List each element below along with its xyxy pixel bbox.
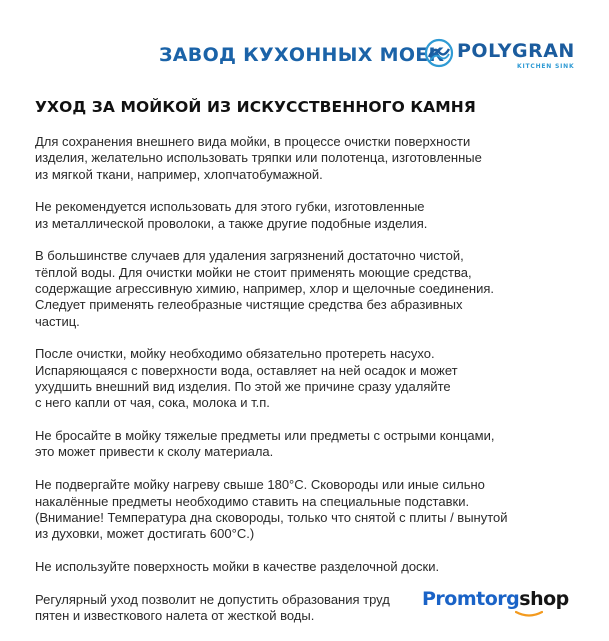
logo-wordmark: POLYGRAN	[457, 40, 575, 62]
watermark-part2: shop	[519, 588, 569, 610]
paragraph-no-metal-sponge: Не рекомендуется использовать для этого губки, изготовленные из металлической проволоки, а также другие подобные изделия.	[35, 199, 428, 231]
paragraph-no-heavy-objects: Не бросайте в мойку тяжелые предметы или предметы с острыми концами, это может привести к сколу материала.	[35, 428, 495, 460]
watermark-part1: Promtorg	[422, 588, 520, 610]
paragraph-soft-cloth: Для сохранения внешнего вида мойки, в процессе очистки поверхности изделия, желательно использовать тряпки или полотенца, изготовленные из мягкой ткани, например, хлопчатобумажной.	[35, 134, 482, 182]
document-title: УХОД ЗА МОЙКОЙ ИЗ ИСКУССТВЕННОГО КАМНЯ	[35, 98, 476, 116]
polygran-logo	[424, 38, 574, 72]
document-body	[35, 134, 555, 641]
paragraph-heat-limit: Не подвергайте мойку нагреву свыше 180°С. Сковороды или иные сильно накалённые предметы необходимо ставить на специальные подставки. (Внимание! Температура дна сковороды, только что снятой с плиты / вынутой из духовки, может достигать 600°С.)	[35, 477, 508, 542]
paragraph-regular-care: Регулярный уход позволит не допустить образования труд пятен и известкового налета от жесткой воды.	[35, 591, 390, 624]
swoosh-icon	[515, 610, 543, 618]
logo-subtitle: KITCHEN SINK	[517, 63, 575, 70]
factory-title: ЗАВОД КУХОННЫХ МОЕК	[159, 44, 445, 66]
paragraph-no-cutting-board: Не используйте поверхность мойки в качестве разделочной доски.	[35, 558, 440, 574]
wave-sink-icon	[424, 38, 454, 68]
paragraph-warm-water: В большинстве случаев для удаления загрязнений достаточно чистой, тёплой воды. Для очистки мойки не стоит применять моющие средства, содержащие агрессивную химию, например, хлор и щелочные соединения. Следует применять гелеобразные чистящие средства без абразивных частиц.	[35, 248, 495, 329]
paragraph-dry-after-cleaning: После очистки, мойку необходимо обязательно протереть насухо. Испаряющаяся с поверхности вода, оставляет на ней осадок и может ухудшить внешний вид изделия. По этой же причине сразу удаляйте с него капли от чая, сока, молока и т.п.	[35, 346, 458, 411]
promtorgshop-watermark	[420, 588, 571, 610]
